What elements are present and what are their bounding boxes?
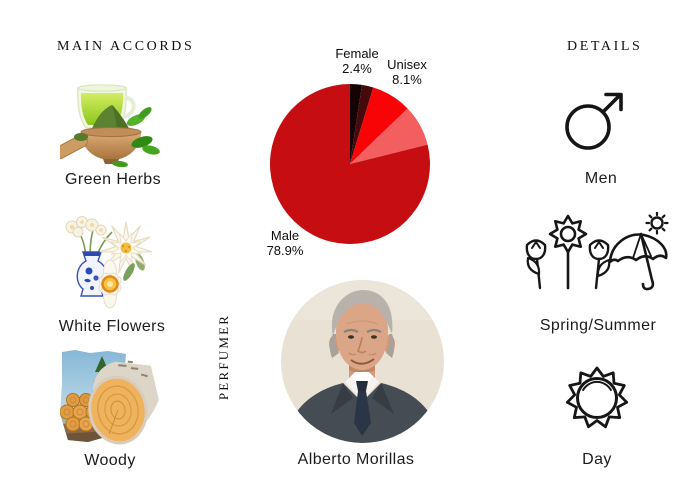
detail-label-gender: Men xyxy=(584,170,618,187)
small-sun-icon xyxy=(647,213,668,234)
daytime-detail xyxy=(565,366,629,430)
white-flowers-vase-icon xyxy=(56,216,160,316)
details-header: DETAILS xyxy=(567,39,643,54)
sun-icon xyxy=(565,366,629,430)
tulip-left-icon xyxy=(527,241,545,289)
perfumer-section-label: PERFUMER xyxy=(216,313,231,401)
detail-label-season: Spring/Summer xyxy=(539,317,657,334)
tulip-right-icon xyxy=(590,241,609,289)
white-flowers-image xyxy=(56,216,160,316)
green-herbs-image xyxy=(60,80,164,168)
sunflower-icon xyxy=(550,216,586,288)
gender-detail xyxy=(564,88,628,152)
pie-label-male: Male 78.9% xyxy=(266,228,304,258)
wood-logs-icon xyxy=(60,350,160,450)
gender-pie-chart xyxy=(270,84,430,244)
accord-label-green-herbs: Green Herbs xyxy=(65,171,161,188)
umbrella-icon xyxy=(610,234,666,289)
male-symbol-icon xyxy=(564,88,628,152)
alberto-morillas-portrait xyxy=(281,280,444,443)
detail-label-daytime: Day xyxy=(582,451,612,468)
pie-label-female: Female 2.4% xyxy=(335,46,379,76)
season-detail xyxy=(522,212,672,292)
green-tea-matcha-icon xyxy=(60,80,164,168)
perfumer-photo xyxy=(281,280,444,443)
woody-image xyxy=(60,350,160,450)
small-white-roses xyxy=(66,217,106,238)
main-accords-header: MAIN ACCORDS xyxy=(57,39,195,54)
accord-label-woody: Woody xyxy=(84,452,136,469)
flowers-umbrella-sun-icon xyxy=(522,212,672,292)
accord-label-white-flowers: White Flowers xyxy=(58,318,166,335)
pie-label-unisex: Unisex 8.1% xyxy=(387,57,427,87)
perfumer-name: Alberto Morillas xyxy=(297,451,415,468)
